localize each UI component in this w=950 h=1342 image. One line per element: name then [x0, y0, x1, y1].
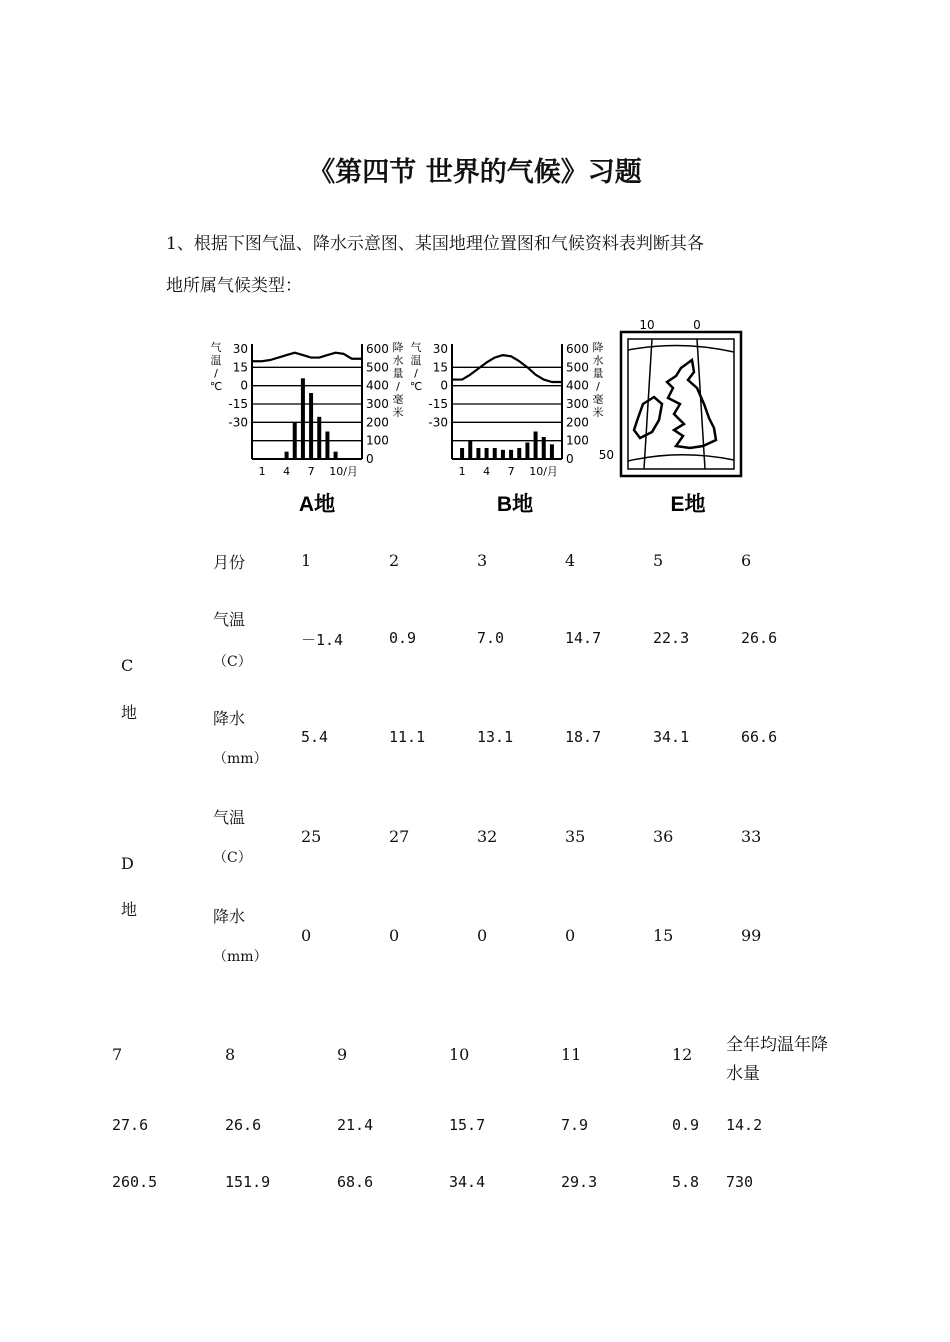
precip-bar	[501, 450, 505, 459]
place-d-label: 地	[121, 900, 138, 919]
question-line-1: 1、根据下图气温、降水示意图、某国地理位置图和气候资料表判断其各	[166, 234, 704, 254]
month-header: 4	[565, 551, 576, 570]
temp-unit: （C）	[213, 654, 252, 670]
precip-axis-label: 毫	[592, 393, 604, 406]
temp-label: 气温	[213, 808, 246, 827]
temperature-curve	[452, 355, 562, 382]
precip-bar	[325, 432, 329, 460]
annual-header: 水量	[726, 1064, 760, 1084]
month-header: 5	[653, 551, 664, 570]
precip-bar	[293, 422, 297, 459]
precip-bar	[460, 448, 464, 459]
precip-tick-label: 300	[366, 397, 389, 411]
map-e	[599, 318, 741, 476]
page-title: 《第四节 世界的气候》习题	[308, 157, 642, 188]
precip-bar	[334, 452, 338, 459]
month-header-label: 月份	[213, 553, 246, 572]
d-precip-value: 0	[565, 926, 576, 945]
precip-tick-label: 200	[366, 415, 389, 430]
month-header: 11	[561, 1045, 582, 1064]
precip-axis-label: 米	[592, 406, 604, 419]
temp-axis-label: 气	[210, 341, 222, 354]
d-temp-value: 36	[653, 827, 674, 846]
precip-bar	[525, 443, 529, 460]
d-temp-value: 33	[741, 827, 762, 846]
temp-tick-label: -15	[228, 397, 248, 411]
month-header: 9	[337, 1045, 348, 1064]
temp-axis-label: /	[414, 367, 418, 380]
precip-bar	[301, 378, 305, 459]
temp-tick-label: -30	[228, 415, 248, 430]
precip-axis-label: 量	[392, 367, 404, 380]
precip-bar	[493, 448, 497, 459]
month-header: 3	[477, 551, 488, 570]
temp-tick-label: 0	[440, 378, 448, 393]
question-line-2: 地所属气候类型：	[166, 276, 302, 296]
temp-value: 26.6	[225, 1116, 262, 1134]
precip-bar	[468, 441, 472, 459]
temp-tick-label: 15	[232, 360, 248, 375]
precip-bar	[317, 417, 321, 459]
precip-axis-label: 降	[392, 341, 404, 354]
precip-tick-label: 400	[566, 378, 589, 393]
c-precip-value: 18.7	[565, 728, 602, 746]
month-tick-label: 10/月	[529, 465, 558, 478]
annual-header: 全年均温年降	[726, 1035, 828, 1055]
c-precip-value: 11.1	[389, 728, 426, 746]
precip-bar	[534, 432, 538, 460]
month-tick-label: 4	[483, 465, 491, 478]
month-tick-label: 7	[507, 465, 515, 478]
temp-value: 7.9	[561, 1116, 589, 1134]
precip-value: 34.4	[449, 1173, 486, 1191]
d-temp-value: 25	[301, 827, 322, 846]
figure-b-label: B地	[496, 493, 534, 516]
precip-bar	[517, 448, 521, 459]
precip-value: 151.9	[225, 1173, 271, 1191]
precip-unit: （mm）	[213, 751, 268, 767]
temp-tick-label: 0	[240, 378, 248, 393]
d-precip-value: 0	[477, 926, 488, 945]
chart-b	[410, 340, 604, 478]
precip-tick-label: 100	[366, 433, 389, 448]
latitude-line	[628, 345, 734, 352]
annual-precip-value: 730	[726, 1173, 754, 1191]
c-temp-value: 22.3	[653, 629, 690, 647]
map-lon-label: 10	[639, 318, 655, 332]
d-precip-value: 15	[653, 926, 674, 945]
month-header: 1	[301, 551, 312, 570]
precip-tick-label: 300	[566, 397, 589, 411]
precip-label: 降水	[213, 709, 246, 728]
chart-a	[210, 340, 404, 478]
c-temp-value: 0.9	[389, 629, 417, 647]
precip-axis-label: 水	[592, 354, 604, 367]
temp-tick-label: 30	[232, 342, 248, 356]
d-temp-value: 32	[477, 827, 498, 846]
month-tick-label: 1	[458, 465, 466, 478]
d-precip-value: 0	[301, 926, 312, 945]
precip-bar	[509, 450, 513, 459]
month-header: 2	[389, 551, 400, 570]
temperature-curve	[252, 353, 362, 362]
precip-axis-label: /	[396, 380, 400, 393]
precip-axis-label: 降	[592, 341, 604, 354]
precip-bar	[550, 444, 554, 459]
temp-axis-label: /	[214, 367, 218, 380]
map-lon-label: 0	[693, 318, 701, 332]
precip-unit: （mm）	[213, 949, 268, 965]
temp-axis-label: 气	[410, 341, 422, 354]
map-lat-label: 50	[598, 448, 614, 462]
temp-tick-label: -30	[428, 415, 448, 430]
temp-value: 27.6	[112, 1116, 149, 1134]
temp-axis-label: ℃	[209, 380, 223, 393]
c-temp-value: －1.4	[301, 631, 344, 649]
precip-tick-label: 500	[366, 360, 389, 375]
d-temp-value: 27	[389, 827, 410, 846]
temp-axis-label: 温	[410, 354, 422, 367]
temp-value: 15.7	[449, 1116, 486, 1134]
month-tick-label: 4	[283, 465, 291, 478]
figure-a-label: A地	[298, 493, 336, 516]
temp-value: 0.9	[672, 1116, 700, 1134]
precip-axis-label: 水	[392, 354, 404, 367]
d-precip-value: 99	[741, 926, 762, 945]
month-tick-label: 10/月	[329, 465, 358, 478]
annual-temp-value: 14.2	[726, 1116, 763, 1134]
precip-bar	[285, 452, 289, 459]
precip-bar	[309, 393, 313, 459]
temp-unit: （C）	[213, 850, 252, 866]
place-c-label: 地	[121, 703, 138, 722]
precip-axis-label: 毫	[392, 393, 404, 406]
precip-tick-label: 200	[566, 415, 589, 430]
precip-tick-label: 500	[566, 360, 589, 375]
precip-tick-label: 100	[566, 433, 589, 448]
precip-axis-label: /	[596, 380, 600, 393]
precip-label: 降水	[213, 907, 246, 926]
precip-axis-label: 量	[592, 367, 604, 380]
c-precip-value: 5.4	[301, 728, 329, 746]
month-tick-label: 1	[258, 465, 266, 478]
temp-value: 21.4	[337, 1116, 374, 1134]
month-header: 8	[225, 1045, 236, 1064]
precip-tick-label: 600	[366, 342, 389, 356]
precip-value: 29.3	[561, 1173, 598, 1191]
precip-bar	[485, 448, 489, 459]
precip-tick-label: 400	[366, 378, 389, 393]
month-header: 10	[449, 1045, 470, 1064]
precip-value: 260.5	[112, 1173, 158, 1191]
place-c-label: C	[121, 656, 134, 675]
month-header: 6	[741, 551, 752, 570]
figure-e-label: E地	[670, 493, 706, 516]
precip-bar	[476, 448, 480, 459]
d-temp-value: 35	[565, 827, 586, 846]
c-temp-value: 26.6	[741, 629, 778, 647]
great-britain-outline	[667, 360, 716, 448]
temp-label: 气温	[213, 610, 246, 629]
c-precip-value: 13.1	[477, 728, 514, 746]
precip-value: 5.8	[672, 1173, 700, 1191]
temp-tick-label: 15	[432, 360, 448, 375]
place-d-label: D	[121, 854, 134, 873]
month-header: 12	[672, 1045, 693, 1064]
month-header: 7	[112, 1045, 123, 1064]
precip-tick-label: 0	[366, 452, 374, 466]
d-precip-value: 0	[389, 926, 400, 945]
temp-tick-label: -15	[428, 397, 448, 411]
c-precip-value: 34.1	[653, 728, 690, 746]
precip-tick-label: 600	[566, 342, 589, 356]
c-temp-value: 7.0	[477, 629, 505, 647]
climate-figures	[0, 0, 950, 530]
precip-bar	[542, 437, 546, 459]
temp-axis-label: ℃	[409, 380, 423, 393]
temp-axis-label: 温	[210, 354, 222, 367]
precip-axis-label: 米	[392, 406, 404, 419]
temp-tick-label: 30	[432, 342, 448, 356]
c-temp-value: 14.7	[565, 629, 602, 647]
precip-value: 68.6	[337, 1173, 374, 1191]
month-tick-label: 7	[307, 465, 315, 478]
precip-tick-label: 0	[566, 452, 574, 466]
c-precip-value: 66.6	[741, 728, 778, 746]
